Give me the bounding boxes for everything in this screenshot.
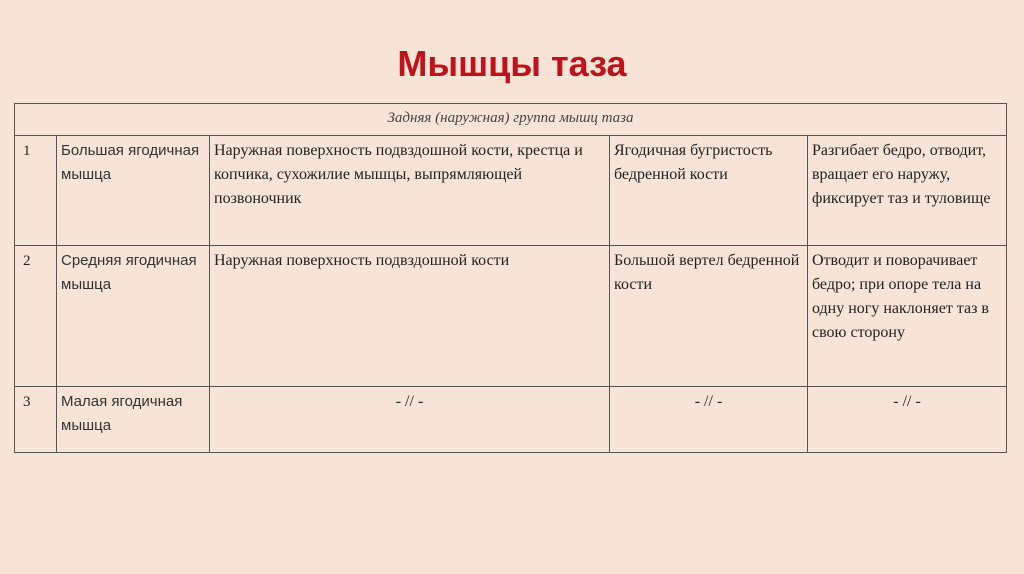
muscles-table — [14, 103, 1007, 453]
function-cell: - // - — [808, 387, 1007, 453]
row-number-cell: 2 — [15, 246, 57, 387]
group-header-cell: Задняя (наружная) группа мышц таза — [15, 104, 1007, 136]
insertion-cell: - // - — [610, 387, 808, 453]
table-group-header-row — [15, 104, 1007, 136]
row-number-cell: 3 — [15, 387, 57, 453]
row-number-cell: 1 — [15, 136, 57, 246]
slide-title: Мышцы таза — [397, 43, 627, 84]
muscle-name-cell: Малая ягодичная мышца — [57, 387, 210, 453]
muscle-name-cell: Средняя ягодичная мышца — [57, 246, 210, 387]
insertion-cell: Большой вертел бедренной кости — [610, 246, 808, 387]
muscle-name-cell: Большая ягодичная мышца — [57, 136, 210, 246]
table-row — [15, 136, 1007, 246]
function-cell: Отводит и поворачивает бедро; при опоре тела на одну ногу наклоняет таз в свою сторону — [808, 246, 1007, 387]
table-row — [15, 246, 1007, 387]
origin-cell: Наружная поверхность подвздошной кости, крестца и копчика, сухожилие мышцы, выпрямляющей позвоночник — [210, 136, 610, 246]
insertion-cell: Ягодичная бугристость бедренной кости — [610, 136, 808, 246]
origin-cell: Наружная поверхность подвздошной кости — [210, 246, 610, 387]
function-cell: Разгибает бедро, отводит, вращает его наружу, фиксирует таз и туловище — [808, 136, 1007, 246]
table-row — [15, 387, 1007, 453]
origin-cell: - // - — [210, 387, 610, 453]
